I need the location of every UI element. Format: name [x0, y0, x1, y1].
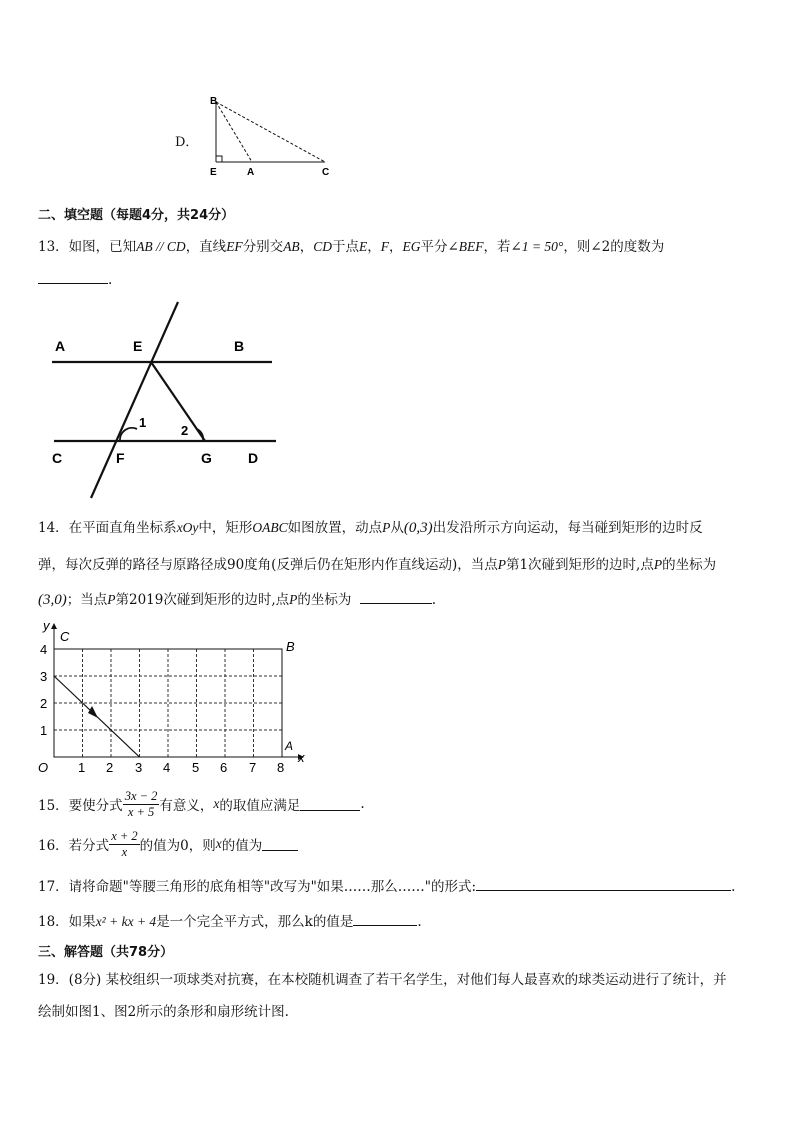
q18-expression: x² + kx + 4 — [95, 914, 157, 929]
q13-seg: ，则∠2的度数为 — [563, 239, 665, 255]
x-tick: 4 — [163, 760, 171, 775]
q13-angle: ∠BEF — [447, 239, 484, 254]
q17-text — [38, 875, 735, 895]
point-b-label: B — [210, 96, 218, 107]
section-2-title: 二、填空题（每题4分，共24分） — [38, 208, 235, 223]
q15-fraction — [123, 789, 160, 820]
origin-label: O — [38, 760, 49, 775]
y-tick: 2 — [40, 696, 48, 711]
q14-seg: 出发沿所示方向运动，每当碰到矩形的边时反 — [432, 520, 703, 536]
point-c-label: C — [322, 167, 330, 178]
q13-seg: ，若 — [483, 239, 511, 255]
q13-eg: EG — [402, 239, 421, 254]
q14-seg: 第1次碰到矩形的边时,点 — [505, 557, 654, 573]
q14-seg: 中，矩形 — [198, 520, 253, 536]
q17-answer-blank[interactable] — [476, 877, 731, 891]
fig-label-g: G — [201, 450, 212, 466]
q14-graph — [32, 620, 312, 780]
point-a-label: A — [285, 739, 294, 753]
fig-label-d: D — [248, 450, 259, 466]
q13-e: E — [358, 239, 368, 254]
x-tick: 1 — [78, 760, 86, 775]
q18-text — [38, 910, 422, 930]
q13-ab: AB — [283, 239, 300, 254]
q18-answer-blank[interactable] — [353, 912, 417, 926]
q14-p: P — [382, 520, 391, 535]
q13-f: F — [380, 239, 389, 254]
fig-label-b: B — [234, 338, 245, 354]
q16-fraction — [109, 829, 139, 860]
q13-seg: ， — [299, 239, 314, 255]
q18-seg: 18．如果 — [38, 914, 96, 930]
q13-given: ∠1 = 50° — [510, 239, 564, 254]
q13-cond: AB // CD — [136, 239, 186, 254]
q19-line1: 19．(8分) 某校组织一项球类对抗赛，在本校随机调查了若干名学生，对他们每人最喜欢的球类运动进行了统计，并 — [38, 972, 727, 988]
q16-seg: 的值为0，则 — [139, 838, 216, 854]
q14-answer-blank[interactable] — [360, 590, 432, 604]
q14-seg: 的坐标为 — [662, 557, 717, 573]
x-tick: 6 — [220, 760, 228, 775]
q13-seg: 于点 — [331, 239, 359, 255]
x-tick: 5 — [192, 760, 200, 775]
q14-p: P — [653, 557, 663, 572]
q18-end: . — [417, 914, 422, 930]
q15-end: . — [360, 796, 365, 812]
q14-seg: ；当点 — [66, 592, 108, 608]
q15-denominator: x + 5 — [127, 804, 155, 819]
q18-seg: 是一个完全平方式，那么k的值是 — [156, 914, 354, 930]
q15-seg: 有意义， — [159, 798, 214, 814]
y-tick: 4 — [40, 642, 48, 657]
q13-figure — [40, 298, 290, 503]
q13-end: . — [108, 272, 113, 288]
fig-label-f: F — [116, 450, 125, 466]
q16-answer-blank[interactable] — [262, 837, 298, 851]
q14-seg: 第2019次碰到矩形的边时,点 — [115, 592, 290, 608]
q16-text — [38, 826, 298, 862]
line-ef — [91, 302, 178, 498]
q13-answer-blank[interactable] — [38, 270, 108, 284]
q13-answer-line — [38, 270, 112, 288]
line-eg — [151, 362, 205, 441]
q14-seg: 14．在平面直角坐标系 — [38, 520, 177, 536]
q15-answer-blank[interactable] — [300, 797, 360, 811]
q13-text — [38, 235, 664, 255]
q14-seg: 从 — [390, 520, 404, 536]
fig-label-e: E — [133, 338, 143, 354]
q17-end: . — [731, 879, 736, 895]
q15-seg: 15．要使分式 — [38, 798, 123, 814]
q14-first: (3,0) — [38, 592, 67, 608]
q15-text — [38, 786, 365, 822]
x-tick: 8 — [277, 760, 285, 775]
q14-end: . — [431, 592, 436, 608]
point-e-label: E — [210, 167, 217, 178]
q13-cd: CD — [313, 239, 332, 254]
fig-label-a: A — [55, 338, 66, 354]
q13-seg: 分别交 — [242, 239, 284, 255]
q13-seg: 平分 — [420, 239, 448, 255]
fig-angle-2-label: 2 — [181, 423, 189, 438]
q14-line2 — [38, 553, 716, 573]
q13-ef: EF — [226, 239, 243, 254]
q14-p: P — [107, 592, 116, 607]
x-tick: 7 — [249, 760, 257, 775]
q14-seg: 弹，每次反弹的路径与原路径成90度角(反弹后仍在矩形内作直线运动)，当点 — [38, 557, 498, 573]
option-d-label: D． — [175, 135, 199, 150]
y-label: y — [43, 620, 50, 633]
q14-line1 — [38, 516, 703, 537]
q13-seg: 13．如图，已知 — [38, 239, 137, 255]
q15-numerator: 3x − 2 — [124, 788, 158, 803]
x-label: x — [298, 750, 305, 765]
q13-seg: ， — [388, 239, 403, 255]
q15-x: x — [213, 796, 220, 811]
q15-seg: 的取值应满足 — [219, 798, 301, 814]
q16-numerator: x + 2 — [111, 828, 138, 843]
x-tick: 2 — [106, 760, 114, 775]
angle-1-arc — [120, 428, 137, 441]
q17-seg: 17．请将命题"等腰三角形的底角相等"改写为"如果……那么……"的形式: — [38, 879, 477, 895]
q16-x: x — [215, 836, 222, 851]
q19-line2: 绘制如图1、图2所示的条形和扇形统计图. — [38, 1004, 289, 1020]
grid-lines — [54, 649, 282, 757]
fig-angle-1-label: 1 — [139, 415, 147, 430]
q14-oabc: OABC — [252, 520, 288, 535]
q14-seg: 如图放置，动点 — [287, 520, 383, 536]
q13-seg: ， — [367, 239, 381, 255]
q14-seg: 的坐标为 — [297, 592, 352, 608]
q14-start: (0,3) — [403, 520, 433, 536]
q14-p: P — [289, 592, 298, 607]
y-tick: 1 — [40, 723, 48, 738]
section-3-title: 三、解答题（共78分） — [38, 945, 174, 960]
direction-arrow — [88, 706, 98, 718]
q13-seg: ，直线 — [185, 239, 227, 255]
y-tick: 3 — [40, 669, 48, 684]
q14-p: P — [497, 557, 506, 572]
q14-xoy: xOy — [176, 520, 199, 535]
q14-line3 — [38, 588, 436, 609]
x-tick: 3 — [135, 760, 143, 775]
point-b-label: B — [286, 639, 295, 654]
q16-denominator: x — [121, 844, 128, 859]
q16-seg: 16．若分式 — [38, 838, 110, 854]
option-d-triangle-figure — [200, 92, 350, 180]
point-a-label: A — [247, 167, 255, 178]
fig-label-c: C — [52, 450, 63, 466]
point-c-label: C — [60, 629, 70, 644]
q16-seg: 的值为 — [221, 838, 263, 854]
